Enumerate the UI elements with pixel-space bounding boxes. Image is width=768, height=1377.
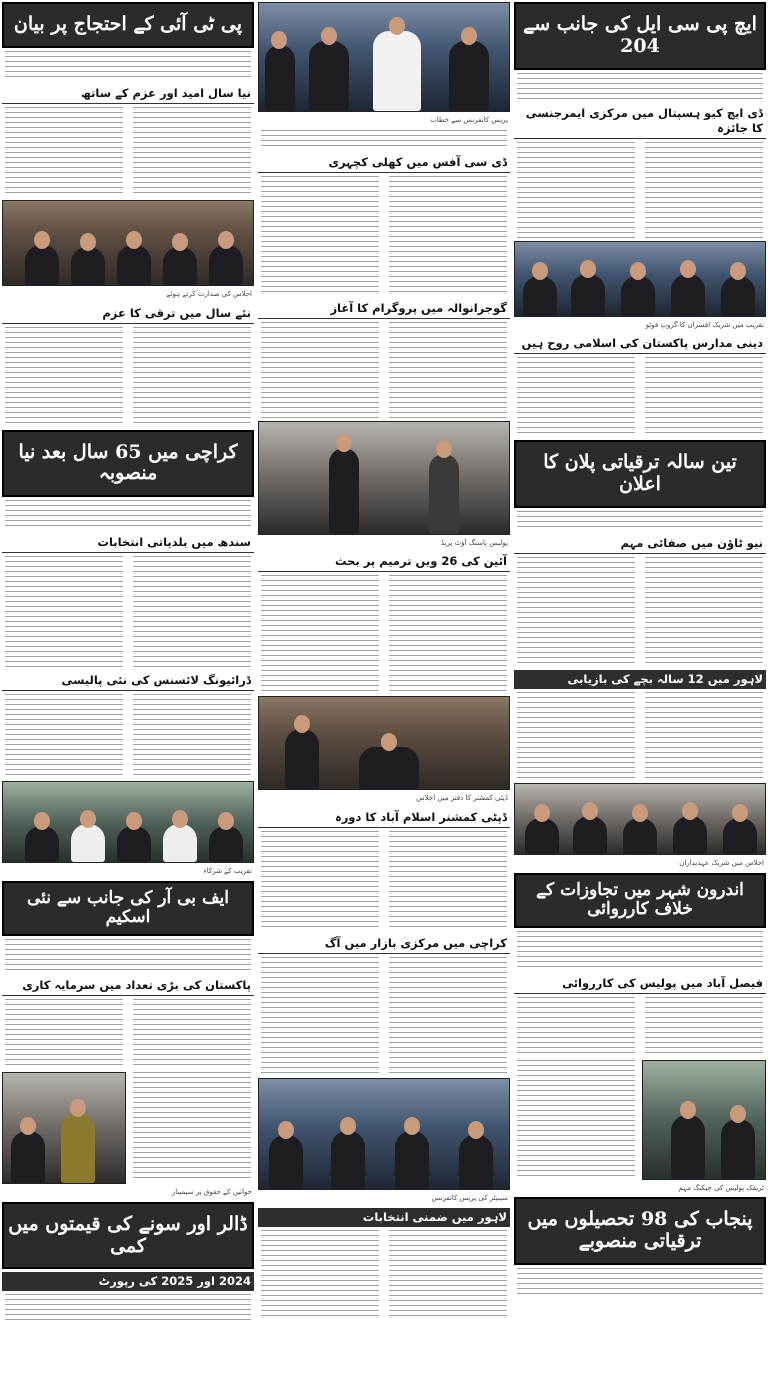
sub-headline: 2024 اور 2025 کی رپورٹ xyxy=(2,1272,254,1291)
headline-banner: پی ٹی آئی کے احتجاج پر بیان xyxy=(2,2,254,48)
sub-headline: ڈی ایچ کیو ہسپتال میں مرکزی ایمرجنسی کا جائزہ xyxy=(514,104,766,139)
sub-headline: گوجرانوالہ میں پروگرام کا آغاز xyxy=(258,299,510,319)
news-photo xyxy=(258,696,510,790)
sub-headline: نیا سال امید اور عزم کے ساتھ xyxy=(2,84,254,104)
article-text xyxy=(261,176,379,296)
headline-banner: پنجاب کی 98 تحصیلوں میں ترقیاتی منصوبے xyxy=(514,1197,766,1265)
article-text xyxy=(5,107,123,197)
photo-caption: تقریب کے شرکاء xyxy=(203,867,252,876)
sub-headline: کراچی میں مرکزی بازار میں آگ xyxy=(258,934,510,954)
article-text xyxy=(5,694,123,778)
article-text xyxy=(261,1230,379,1320)
sub-headline: فیصل آباد میں پولیس کی کارروائی xyxy=(514,974,766,994)
news-photo xyxy=(2,1072,126,1184)
article-text xyxy=(389,176,507,296)
article-text xyxy=(5,327,123,427)
article-text xyxy=(517,1268,763,1298)
sub-headline: دینی مدارس پاکستان کی اسلامی روح ہیں xyxy=(514,334,766,354)
column-left xyxy=(2,2,254,1375)
column-middle xyxy=(258,2,510,1375)
article-text xyxy=(5,556,123,668)
photo-caption: ڈپٹی کمشنر کا دفتر میں اجلاس xyxy=(416,794,508,803)
article-text xyxy=(517,931,763,971)
sub-headline: لاہور میں 12 سالہ بچے کی بازیابی xyxy=(514,670,766,689)
article-text xyxy=(645,692,763,780)
sub-headline: نیو ٹاؤن میں صفائی مہم xyxy=(514,534,766,554)
photo-caption: اجلاس کی صدارت کرتے ہوئے xyxy=(166,289,252,298)
article-text xyxy=(389,831,507,931)
news-photo xyxy=(514,783,766,855)
photo-caption: ٹریفک پولیس کی چیکنگ مہم xyxy=(678,1183,764,1192)
article-text xyxy=(5,1294,251,1320)
article-text xyxy=(133,107,251,197)
sub-headline: ڈرائیونگ لائسنس کی نئی پالیسی xyxy=(2,671,254,691)
sub-headline: ڈی سی آفس میں کھلی کچہری xyxy=(258,153,510,173)
photo-caption: اجلاس میں شریک عہدیداران xyxy=(679,858,764,867)
article-text xyxy=(261,322,379,418)
photo-caption: خواتین کے حقوق پر سیمینار xyxy=(171,1187,252,1196)
article-text xyxy=(645,357,763,437)
column-right xyxy=(514,2,766,1375)
article-text xyxy=(261,831,379,931)
article-text xyxy=(261,575,379,693)
article-text xyxy=(389,1230,507,1320)
article-text xyxy=(517,997,635,1057)
article-text xyxy=(133,999,251,1069)
article-text xyxy=(517,357,635,437)
article-text xyxy=(5,939,251,973)
headline-banner: ایچ پی سی ایل کی جانب سے 204 xyxy=(514,2,766,70)
news-photo xyxy=(514,241,766,317)
headline-banner: تین سالہ ترقیاتی پلان کا اعلان xyxy=(514,440,766,508)
article-text xyxy=(517,1060,635,1178)
photo-caption: پریس کانفرنس سے خطاب xyxy=(430,116,508,124)
photo-caption: سینیٹر کی پریس کانفرنس xyxy=(431,1194,508,1203)
headline-banner: ڈالر اور سونے کی قیمتوں میں کمی xyxy=(2,1202,254,1270)
article-text xyxy=(645,142,763,238)
sub-headline: ڈپٹی کمشنر اسلام آباد کا دورہ xyxy=(258,808,510,828)
article-text xyxy=(133,1072,251,1182)
news-photo xyxy=(2,200,254,286)
article-text xyxy=(261,957,379,1075)
photo-caption: پولیس پاسنگ آؤٹ پریڈ xyxy=(440,538,508,547)
sub-headline: پاکستان کی بڑی تعداد میں سرمایہ کاری xyxy=(2,976,254,996)
article-text xyxy=(517,557,635,667)
article-text xyxy=(645,557,763,667)
article-text xyxy=(5,500,251,530)
photo-caption: تقریب میں شریک افسران کا گروپ فوٹو xyxy=(645,320,764,329)
article-text xyxy=(517,692,635,780)
article-text xyxy=(5,999,123,1069)
news-photo xyxy=(258,2,510,112)
article-text xyxy=(133,694,251,778)
article-text xyxy=(645,997,763,1057)
sub-headline: نئے سال میں ترقی کا عزم xyxy=(2,304,254,324)
headline-banner: کراچی میں 65 سال بعد نیا منصوبہ xyxy=(2,430,254,498)
article-text xyxy=(5,51,251,81)
sub-headline: آئین کی 26 ویں ترمیم پر بحث xyxy=(258,552,510,572)
article-text xyxy=(133,327,251,427)
article-text xyxy=(517,73,763,101)
news-photo xyxy=(258,1078,510,1190)
news-photo xyxy=(2,781,254,863)
article-text xyxy=(261,130,507,150)
headline-banner: اندرون شہر میں تجاوزات کے خلاف کارروائی xyxy=(514,873,766,928)
article-text xyxy=(389,575,507,693)
article-text xyxy=(389,322,507,418)
headline-banner: ایف بی آر کی جانب سے نئی اسکیم xyxy=(2,881,254,936)
sub-headline: لاہور میں ضمنی انتخابات xyxy=(258,1208,510,1227)
article-text xyxy=(133,556,251,668)
sub-headline: سندھ میں بلدیاتی انتخابات xyxy=(2,533,254,553)
article-text xyxy=(517,142,635,238)
news-photo xyxy=(642,1060,766,1180)
article-text xyxy=(389,957,507,1075)
news-photo xyxy=(258,421,510,535)
article-text xyxy=(517,511,763,531)
